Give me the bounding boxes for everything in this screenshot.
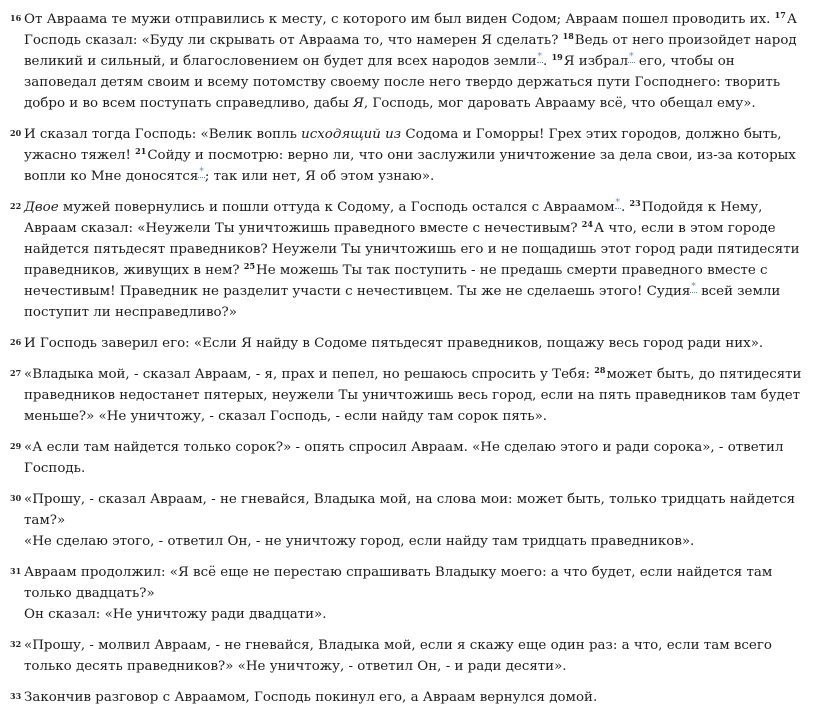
verse-text: всей земли поступит ли несправедливо?» [24,284,781,320]
verse-27-paragraph [10,364,808,427]
verse-text: «Не сделаю этого, - ответил Он, - не уничтожу город, если найду там тридцать праведников». [24,534,695,549]
verse-26-paragraph [10,333,808,354]
verse-text: . [621,200,630,215]
verse-text-italic: Двое [24,200,59,215]
verse-text: «Владыка мой, - сказал Авраам, - я, прах и пепел, но решаюсь спросить у Тебя: [24,367,595,382]
verse-number: 33 [10,691,22,701]
verse-22-paragraph [10,197,808,323]
verse-text: И сказал тогда Господь: «Велик вопль [24,127,302,142]
verse-number: 31 [10,566,22,576]
verse-30-paragraph [10,489,808,552]
verse-number: 23 [629,198,641,208]
verse-text: А Господь сказал: «Буду ли скрывать от Авраама то, что намерен Я сделать? [24,12,797,48]
verse-number: 28 [594,365,606,375]
verse-text: «Прошу, - молвил Авраам, - не гневайся, Владыка мой, если я скажу еще один раз: а что, если там всего только десять праведников?» «Не уничтожу, - ответил Он, - и ради десяти». [24,638,772,674]
verse-31-paragraph [10,562,808,625]
verse-text: Подойдя к Нему, Авраам сказал: «Неужели Ты уничтожишь праведного вместе с нечестивым? [24,200,763,236]
verse-number: 25 [243,261,256,271]
footnote-link[interactable]: * [615,198,621,208]
verse-number: 30 [10,493,22,503]
footnote-link[interactable]: * [629,52,634,62]
verse-text: , Господь, мог даровать Аврааму всё, что обещал ему». [363,96,756,111]
verse-text: «А если там найдется только сорок?» - опять спросил Авраам. «Не сделаю этого и ради сорока», - ответил Господь. [24,440,784,476]
verse-text: его, чтобы он заповедал детям своим и всему потомству своему после него твердо держаться пути Господнего: творить добро и во всем поступать справедливо, дабы [24,54,781,111]
verse-text: Авраам продолжил: «Я всё еще не перестаю спрашивать Владыку моего: а что будет, если найдется там только двадцать?» [24,565,773,601]
footnote-link[interactable]: * [537,52,543,62]
verse-number: 18 [562,31,574,41]
verse-20-paragraph [10,124,808,187]
verse-text: Содома и Гоморры! Грех этих городов, должно быть, ужасно тяжел! [24,127,782,163]
verse-number: 29 [10,441,22,451]
verse-text: может быть, до пятидесяти праведников недостанет пятерых, неужели Ты уничтожишь весь город, если на пять праведников там будет меньше?» «Не уничтожу, - сказал Господь, - если найду там сорок пять». [24,367,802,424]
verse-29-paragraph [10,437,808,479]
verse-text: Сойду и посмотрю: верно ли, что они заслужили уничтожение за дела свои, из-за которых вопли ко Мне доносятся [24,148,796,184]
verse-16-paragraph [10,9,808,114]
verse-text: мужей повернулись и пошли оттуда к Содому, а Господь остался с Авраамом [58,200,615,215]
verse-text: Он сказал: «Не уничтожу ради двадцати». [24,607,327,622]
verse-text: «Прошу, - сказал Авраам, - не гневайся, Владыка мой, на слова мои: может быть, только тридцать найдется там?» [24,492,796,528]
verse-text: Не можешь Ты так поступить - не предашь смерти праведного вместе с нечестивым! Праведник не разделит участи с нечестивцем. Ты же не сделаешь этого! Судия [24,263,768,299]
verse-32-paragraph [10,635,808,677]
verse-text: От Авраама те мужи отправились к месту, с которого им был виден Содом; Авраам пошел проводить их. [24,12,775,27]
verse-number: 19 [551,52,563,62]
verse-text: Ведь от него произойдет народ великий и сильный, и благословением он будет для всех народов земли [24,33,797,69]
verse-number: 26 [10,337,22,347]
verse-text: . [543,54,552,69]
verse-33-paragraph [10,687,808,708]
verse-text: Я избрал [563,54,629,69]
verse-number: 24 [581,219,593,229]
verse-number: 22 [10,201,22,211]
footnote-link[interactable]: * [199,167,204,177]
verse-text: Закончив разговор с Авраамом, Господь покинул его, а Авраам вернулся домой. [24,690,598,705]
verse-text: А что, если в этом городе найдется пятьдесят праведников? Неужели Ты уничтожишь его и не пощадишь этот город ради пятидесяти праведников, живущих в нем? [24,221,800,278]
verse-text: ; так или нет, Я об этом узнаю». [204,169,435,184]
verse-number: 27 [10,368,22,378]
verse-number: 21 [135,146,147,156]
verse-number: 17 [774,10,786,20]
verse-text-italic: Я [353,96,364,111]
verse-text-italic: исходящий из [301,127,402,142]
verse-number: 32 [10,639,22,649]
verse-number: 20 [10,128,22,138]
verse-text: И Господь заверил его: «Если Я найду в Содоме пятьдесят праведников, пощажу весь город ради них». [24,336,764,351]
verse-number: 16 [10,13,22,23]
footnote-link[interactable]: * [691,282,696,292]
